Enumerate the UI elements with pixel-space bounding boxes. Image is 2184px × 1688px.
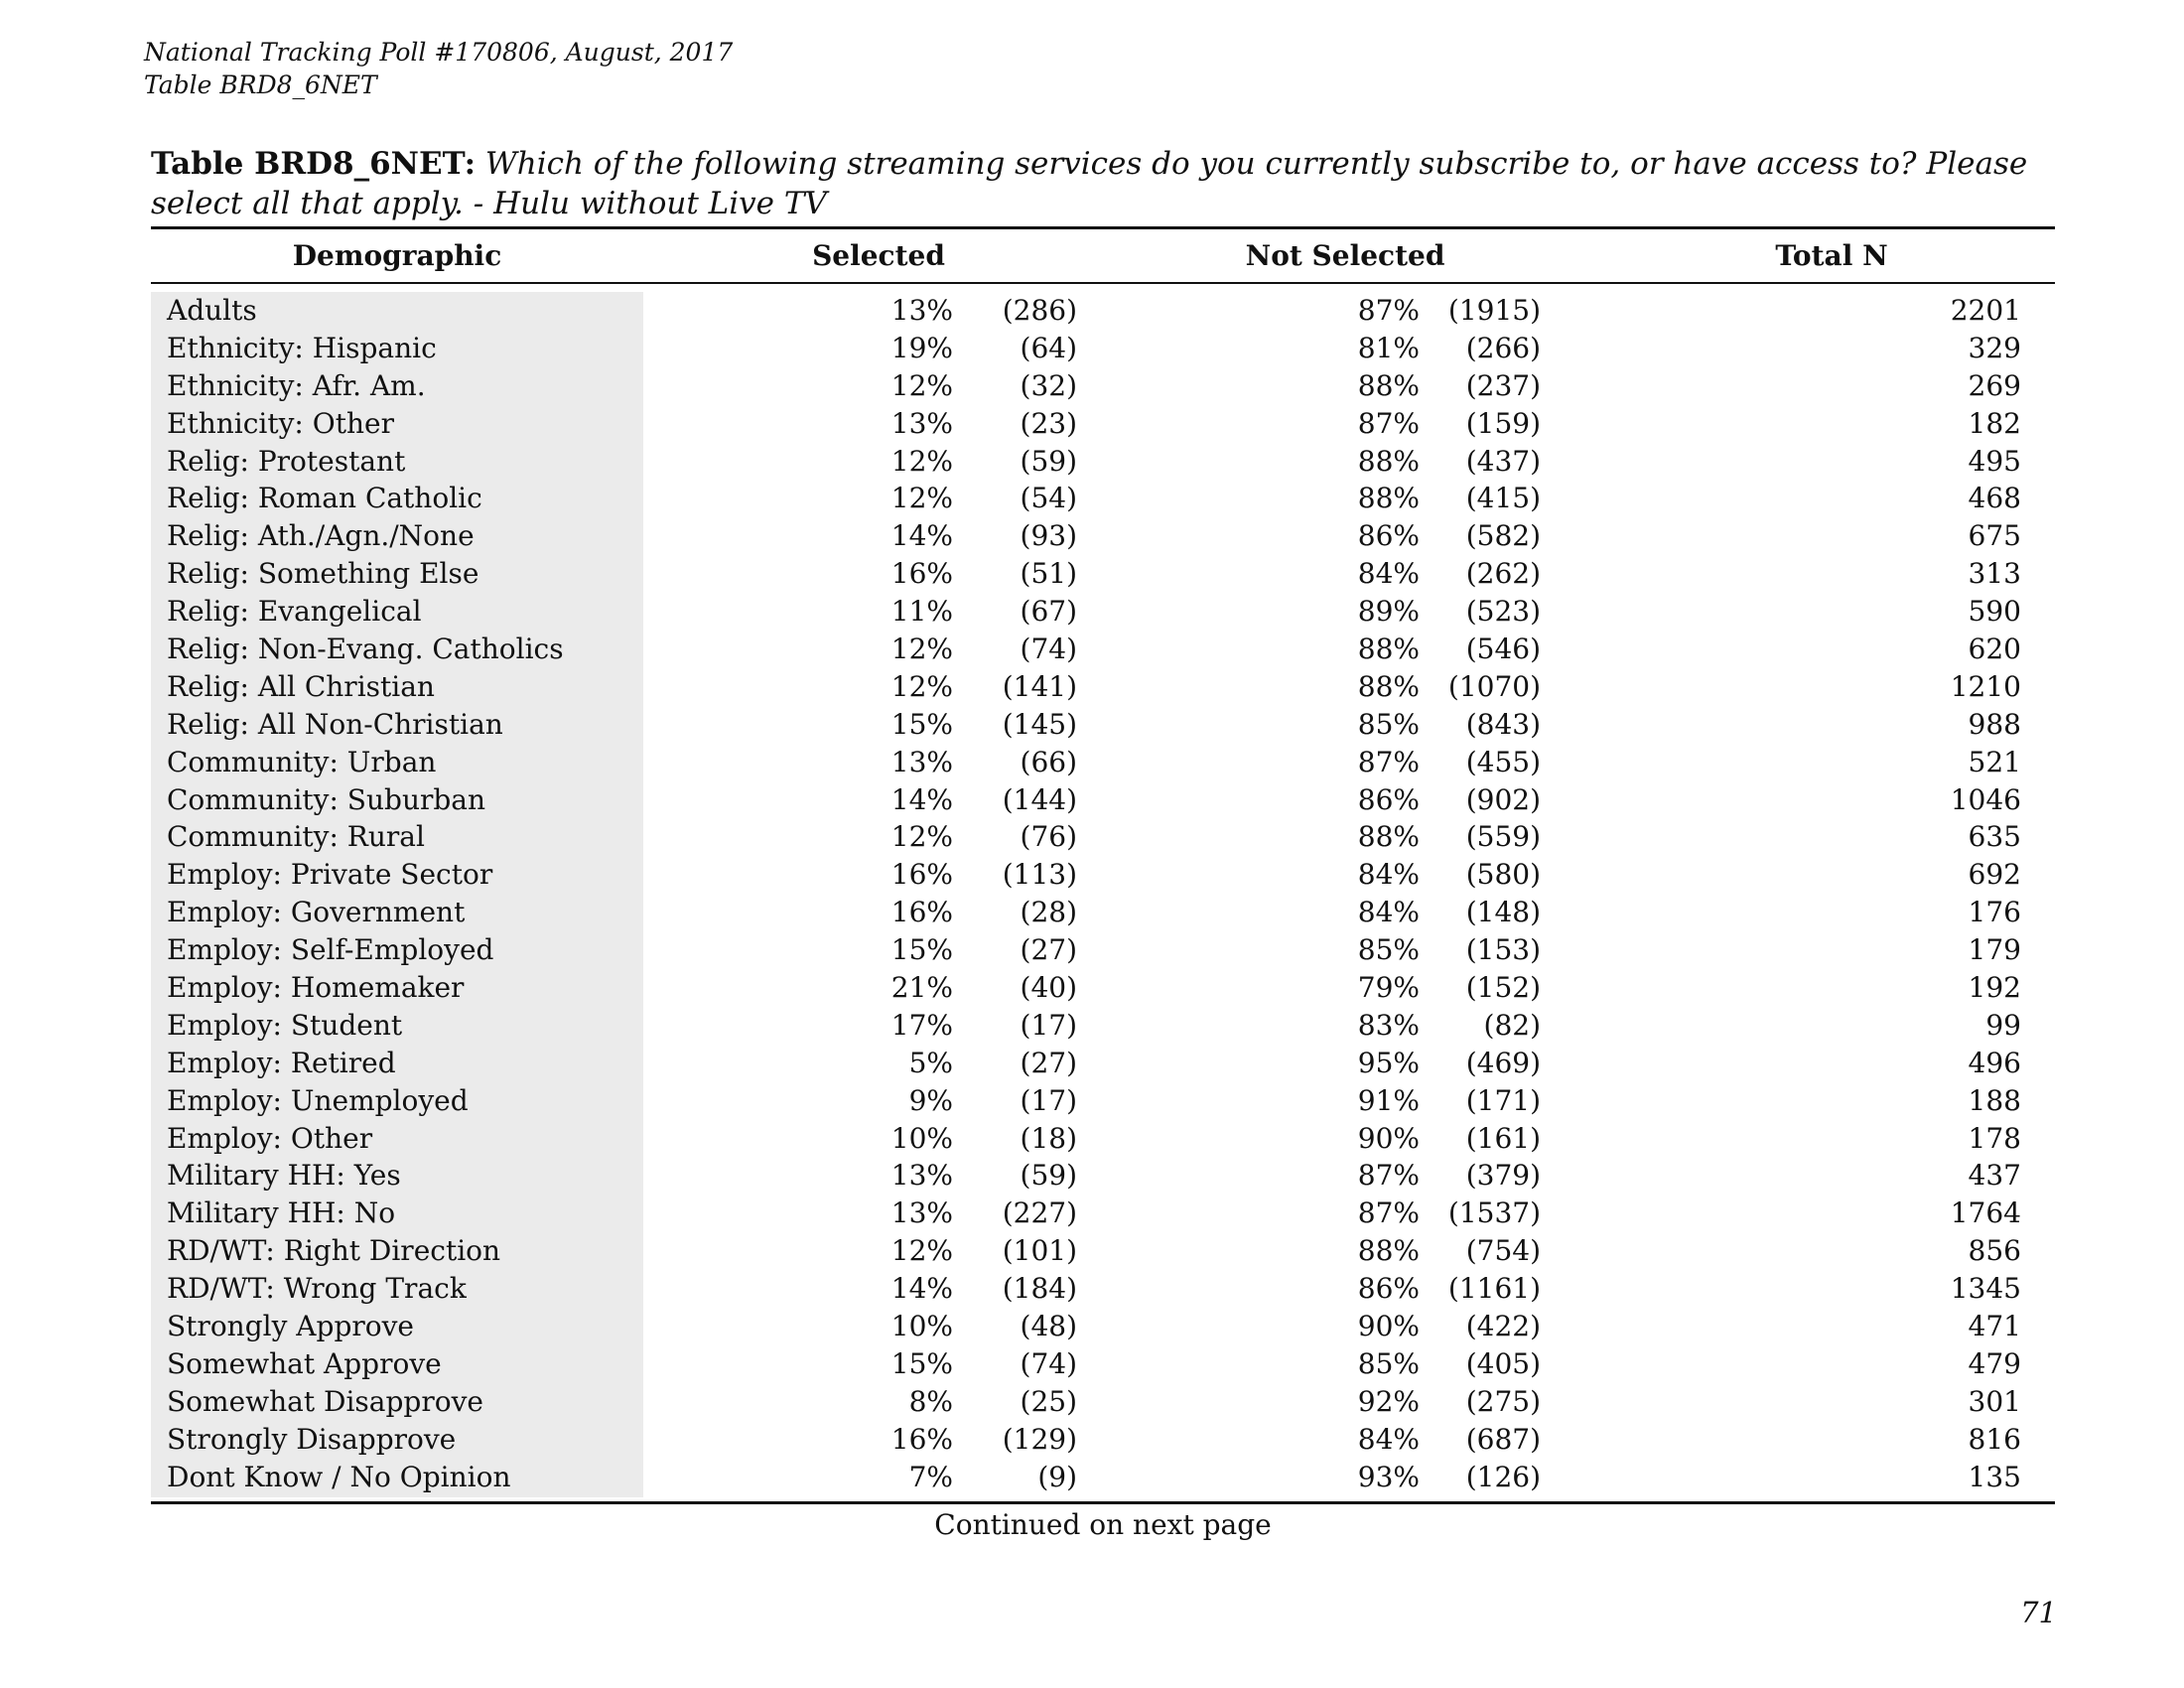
not-selected-count: (1161) <box>1447 1272 1541 1306</box>
row-label: Strongly Disapprove <box>167 1422 457 1456</box>
selected-percent: 15% <box>890 707 953 741</box>
not-selected-percent: 85% <box>1357 933 1420 967</box>
not-selected-percent: 85% <box>1357 707 1420 741</box>
total-n: 479 <box>1968 1346 2021 1380</box>
row-label: Relig: Non-Evang. Catholics <box>167 633 564 666</box>
table-title-label: Table BRD8_6NET: <box>151 146 477 182</box>
not-selected-percent: 86% <box>1357 519 1420 553</box>
not-selected-count: (843) <box>1465 707 1541 741</box>
selected-count: (51) <box>1020 557 1077 591</box>
row-label: Employ: Other <box>167 1121 373 1155</box>
not-selected-percent: 87% <box>1357 1159 1420 1193</box>
row-label: Employ: Student <box>167 1008 403 1042</box>
table-row <box>151 631 2055 668</box>
selected-count: (28) <box>1020 896 1077 929</box>
total-n: 313 <box>1968 557 2021 591</box>
row-label: Relig: Protestant <box>167 444 406 478</box>
total-n: 182 <box>1968 406 2021 440</box>
table-title-question: Which of the following streaming services do you currently subscribe to, or have access to? Please select all that apply. - Hulu without Live TV <box>151 146 2028 221</box>
not-selected-percent: 93% <box>1357 1460 1420 1493</box>
column-header-selected: Selected <box>812 239 945 272</box>
selected-count: (27) <box>1020 933 1077 967</box>
total-n: 1210 <box>1950 669 2021 703</box>
selected-percent: 12% <box>890 820 953 854</box>
row-label: Ethnicity: Other <box>167 406 394 440</box>
row-label: Employ: Government <box>167 896 466 929</box>
total-n: 192 <box>1968 971 2021 1005</box>
not-selected-percent: 87% <box>1357 294 1420 327</box>
selected-count: (227) <box>1002 1196 1077 1230</box>
total-n: 269 <box>1968 368 2021 402</box>
not-selected-count: (159) <box>1465 406 1541 440</box>
row-label: Employ: Unemployed <box>167 1083 469 1117</box>
total-n: 178 <box>1968 1121 2021 1155</box>
total-n: 521 <box>1968 745 2021 778</box>
total-n: 99 <box>1985 1008 2021 1042</box>
selected-count: (18) <box>1020 1121 1077 1155</box>
not-selected-count: (1537) <box>1447 1196 1541 1230</box>
total-n: 495 <box>1968 444 2021 478</box>
table-row <box>151 1195 2055 1232</box>
not-selected-percent: 84% <box>1357 557 1420 591</box>
not-selected-percent: 79% <box>1357 971 1420 1005</box>
not-selected-percent: 85% <box>1357 1346 1420 1380</box>
selected-percent: 13% <box>890 745 953 778</box>
row-label: Community: Suburban <box>167 782 486 816</box>
not-selected-count: (153) <box>1465 933 1541 967</box>
selected-count: (64) <box>1020 331 1077 364</box>
table-row <box>151 480 2055 517</box>
row-label: Community: Rural <box>167 820 425 854</box>
not-selected-count: (1070) <box>1447 669 1541 703</box>
total-n: 816 <box>1968 1422 2021 1456</box>
not-selected-percent: 88% <box>1357 482 1420 515</box>
row-label: Employ: Homemaker <box>167 971 465 1005</box>
not-selected-count: (559) <box>1465 820 1541 854</box>
row-label: Somewhat Approve <box>167 1346 442 1380</box>
selected-percent: 16% <box>890 1422 953 1456</box>
not-selected-percent: 87% <box>1357 745 1420 778</box>
selected-count: (66) <box>1020 745 1077 778</box>
selected-percent: 5% <box>908 1046 953 1079</box>
selected-count: (25) <box>1020 1384 1077 1418</box>
selected-count: (113) <box>1002 858 1077 892</box>
table-row <box>151 1308 2055 1345</box>
selected-count: (17) <box>1020 1083 1077 1117</box>
row-label: Relig: Something Else <box>167 557 479 591</box>
table-row <box>151 744 2055 781</box>
total-n: 988 <box>1968 707 2021 741</box>
row-label: Relig: Ath./Agn./None <box>167 519 475 553</box>
selected-count: (101) <box>1002 1234 1077 1268</box>
table-row <box>151 1232 2055 1270</box>
not-selected-count: (580) <box>1465 858 1541 892</box>
selected-percent: 13% <box>890 294 953 327</box>
table-row <box>151 894 2055 931</box>
not-selected-percent: 88% <box>1357 368 1420 402</box>
not-selected-percent: 88% <box>1357 669 1420 703</box>
selected-count: (74) <box>1020 1346 1077 1380</box>
total-n: 135 <box>1968 1460 2021 1493</box>
page-number: 71 <box>2020 1596 2057 1629</box>
not-selected-percent: 87% <box>1357 406 1420 440</box>
total-n: 590 <box>1968 595 2021 629</box>
total-n: 1764 <box>1950 1196 2021 1230</box>
selected-percent: 17% <box>890 1008 953 1042</box>
table-row <box>151 1045 2055 1082</box>
selected-count: (129) <box>1002 1422 1077 1456</box>
not-selected-percent: 84% <box>1357 896 1420 929</box>
selected-percent: 16% <box>890 557 953 591</box>
selected-count: (40) <box>1020 971 1077 1005</box>
table-row <box>151 555 2055 593</box>
table-row <box>151 1120 2055 1158</box>
row-label: Relig: Roman Catholic <box>167 482 482 515</box>
not-selected-count: (1915) <box>1447 294 1541 327</box>
not-selected-count: (754) <box>1465 1234 1541 1268</box>
header-rule <box>151 282 2055 284</box>
total-n: 856 <box>1968 1234 2021 1268</box>
selected-percent: 19% <box>890 331 953 364</box>
row-label: Employ: Retired <box>167 1046 396 1079</box>
not-selected-percent: 81% <box>1357 331 1420 364</box>
continued-note: Continued on next page <box>934 1508 1272 1541</box>
row-label: Relig: All Christian <box>167 669 435 703</box>
table-id: Table BRD8_6NET <box>144 70 377 99</box>
table-row <box>151 367 2055 405</box>
table-row <box>151 1345 2055 1383</box>
not-selected-percent: 90% <box>1357 1310 1420 1343</box>
total-n: 675 <box>1968 519 2021 553</box>
selected-percent: 13% <box>890 406 953 440</box>
row-label: Adults <box>167 294 257 327</box>
row-label: Employ: Self-Employed <box>167 933 494 967</box>
selected-percent: 13% <box>890 1196 953 1230</box>
not-selected-percent: 88% <box>1357 444 1420 478</box>
row-label: Dont Know / No Opinion <box>167 1460 511 1493</box>
not-selected-count: (237) <box>1465 368 1541 402</box>
row-label: Military HH: No <box>167 1196 396 1230</box>
table-row <box>151 856 2055 894</box>
row-label: Ethnicity: Hispanic <box>167 331 437 364</box>
not-selected-count: (405) <box>1465 1346 1541 1380</box>
column-header-demographic: Demographic <box>292 239 502 272</box>
total-n: 692 <box>1968 858 2021 892</box>
column-header-total-n: Total N <box>1775 239 1888 272</box>
selected-count: (93) <box>1020 519 1077 553</box>
selected-percent: 12% <box>890 368 953 402</box>
selected-percent: 10% <box>890 1310 953 1343</box>
total-n: 301 <box>1968 1384 2021 1418</box>
table-row <box>151 517 2055 555</box>
selected-count: (145) <box>1002 707 1077 741</box>
table-row <box>151 292 2055 330</box>
selected-percent: 13% <box>890 1159 953 1193</box>
table-row <box>151 1007 2055 1045</box>
table-title <box>151 144 2057 223</box>
total-n: 437 <box>1968 1159 2021 1193</box>
table-row <box>151 969 2055 1007</box>
poll-title: National Tracking Poll #170806, August, 2017 <box>144 38 734 67</box>
row-label: Relig: Evangelical <box>167 595 422 629</box>
table-row <box>151 443 2055 481</box>
not-selected-percent: 84% <box>1357 1422 1420 1456</box>
not-selected-percent: 89% <box>1357 595 1420 629</box>
selected-count: (76) <box>1020 820 1077 854</box>
selected-count: (54) <box>1020 482 1077 515</box>
table-row <box>151 1082 2055 1120</box>
selected-count: (184) <box>1002 1272 1077 1306</box>
selected-count: (32) <box>1020 368 1077 402</box>
bottom-rule <box>151 1501 2055 1504</box>
row-label: Strongly Approve <box>167 1310 415 1343</box>
selected-percent: 14% <box>890 1272 953 1306</box>
not-selected-percent: 90% <box>1357 1121 1420 1155</box>
not-selected-count: (82) <box>1483 1008 1541 1042</box>
selected-percent: 11% <box>890 595 953 629</box>
not-selected-count: (455) <box>1465 745 1541 778</box>
not-selected-count: (126) <box>1465 1460 1541 1493</box>
not-selected-count: (415) <box>1465 482 1541 515</box>
not-selected-count: (266) <box>1465 331 1541 364</box>
selected-count: (59) <box>1020 444 1077 478</box>
not-selected-count: (161) <box>1465 1121 1541 1155</box>
not-selected-percent: 88% <box>1357 633 1420 666</box>
selected-percent: 12% <box>890 633 953 666</box>
total-n: 179 <box>1968 933 2021 967</box>
row-label: Community: Urban <box>167 745 437 778</box>
not-selected-count: (275) <box>1465 1384 1541 1418</box>
selected-percent: 15% <box>890 1346 953 1380</box>
not-selected-count: (437) <box>1465 444 1541 478</box>
row-label: Ethnicity: Afr. Am. <box>167 368 426 402</box>
selected-percent: 16% <box>890 896 953 929</box>
selected-percent: 14% <box>890 782 953 816</box>
not-selected-percent: 83% <box>1357 1008 1420 1042</box>
not-selected-count: (546) <box>1465 633 1541 666</box>
table-row <box>151 330 2055 367</box>
selected-percent: 16% <box>890 858 953 892</box>
total-n: 188 <box>1968 1083 2021 1117</box>
not-selected-percent: 91% <box>1357 1083 1420 1117</box>
selected-percent: 12% <box>890 482 953 515</box>
not-selected-count: (422) <box>1465 1310 1541 1343</box>
table-row <box>151 1459 2055 1496</box>
row-label: Somewhat Disapprove <box>167 1384 483 1418</box>
not-selected-percent: 86% <box>1357 1272 1420 1306</box>
total-n: 471 <box>1968 1310 2021 1343</box>
selected-percent: 7% <box>908 1460 953 1493</box>
total-n: 176 <box>1968 896 2021 929</box>
selected-percent: 14% <box>890 519 953 553</box>
selected-percent: 8% <box>908 1384 953 1418</box>
title-rule <box>151 226 2055 229</box>
selected-count: (59) <box>1020 1159 1077 1193</box>
selected-count: (67) <box>1020 595 1077 629</box>
row-label: RD/WT: Right Direction <box>167 1234 501 1268</box>
not-selected-count: (523) <box>1465 595 1541 629</box>
not-selected-count: (902) <box>1465 782 1541 816</box>
total-n: 2201 <box>1950 294 2021 327</box>
selected-count: (27) <box>1020 1046 1077 1079</box>
selected-count: (74) <box>1020 633 1077 666</box>
not-selected-count: (379) <box>1465 1159 1541 1193</box>
total-n: 1345 <box>1950 1272 2021 1306</box>
not-selected-percent: 87% <box>1357 1196 1420 1230</box>
total-n: 620 <box>1968 633 2021 666</box>
table-row <box>151 1383 2055 1421</box>
not-selected-count: (148) <box>1465 896 1541 929</box>
selected-count: (23) <box>1020 406 1077 440</box>
selected-percent: 12% <box>890 669 953 703</box>
table-row <box>151 1270 2055 1308</box>
selected-count: (9) <box>1037 1460 1077 1493</box>
not-selected-count: (582) <box>1465 519 1541 553</box>
selected-percent: 10% <box>890 1121 953 1155</box>
table-row <box>151 1157 2055 1195</box>
selected-count: (141) <box>1002 669 1077 703</box>
table-row <box>151 668 2055 706</box>
total-n: 635 <box>1968 820 2021 854</box>
table-row <box>151 1421 2055 1459</box>
row-label: Relig: All Non-Christian <box>167 707 503 741</box>
selected-percent: 15% <box>890 933 953 967</box>
not-selected-count: (171) <box>1465 1083 1541 1117</box>
not-selected-percent: 92% <box>1357 1384 1420 1418</box>
selected-percent: 21% <box>890 971 953 1005</box>
not-selected-percent: 86% <box>1357 782 1420 816</box>
selected-count: (144) <box>1002 782 1077 816</box>
selected-percent: 12% <box>890 1234 953 1268</box>
not-selected-count: (262) <box>1465 557 1541 591</box>
table-row <box>151 818 2055 856</box>
table-row <box>151 931 2055 969</box>
total-n: 329 <box>1968 331 2021 364</box>
not-selected-percent: 95% <box>1357 1046 1420 1079</box>
row-label: Employ: Private Sector <box>167 858 493 892</box>
table-row <box>151 706 2055 744</box>
selected-percent: 9% <box>908 1083 953 1117</box>
not-selected-count: (687) <box>1465 1422 1541 1456</box>
not-selected-percent: 84% <box>1357 858 1420 892</box>
table-row <box>151 593 2055 631</box>
table-row <box>151 781 2055 819</box>
total-n: 496 <box>1968 1046 2021 1079</box>
data-table-body <box>151 292 2055 1496</box>
not-selected-count: (152) <box>1465 971 1541 1005</box>
row-label: Military HH: Yes <box>167 1159 401 1193</box>
table-row <box>151 405 2055 443</box>
total-n: 468 <box>1968 482 2021 515</box>
not-selected-percent: 88% <box>1357 1234 1420 1268</box>
selected-count: (48) <box>1020 1310 1077 1343</box>
column-header-not-selected: Not Selected <box>1245 239 1445 272</box>
page-header <box>144 36 733 101</box>
selected-percent: 12% <box>890 444 953 478</box>
total-n: 1046 <box>1950 782 2021 816</box>
selected-count: (286) <box>1002 294 1077 327</box>
selected-count: (17) <box>1020 1008 1077 1042</box>
not-selected-count: (469) <box>1465 1046 1541 1079</box>
row-label: RD/WT: Wrong Track <box>167 1272 467 1306</box>
not-selected-percent: 88% <box>1357 820 1420 854</box>
